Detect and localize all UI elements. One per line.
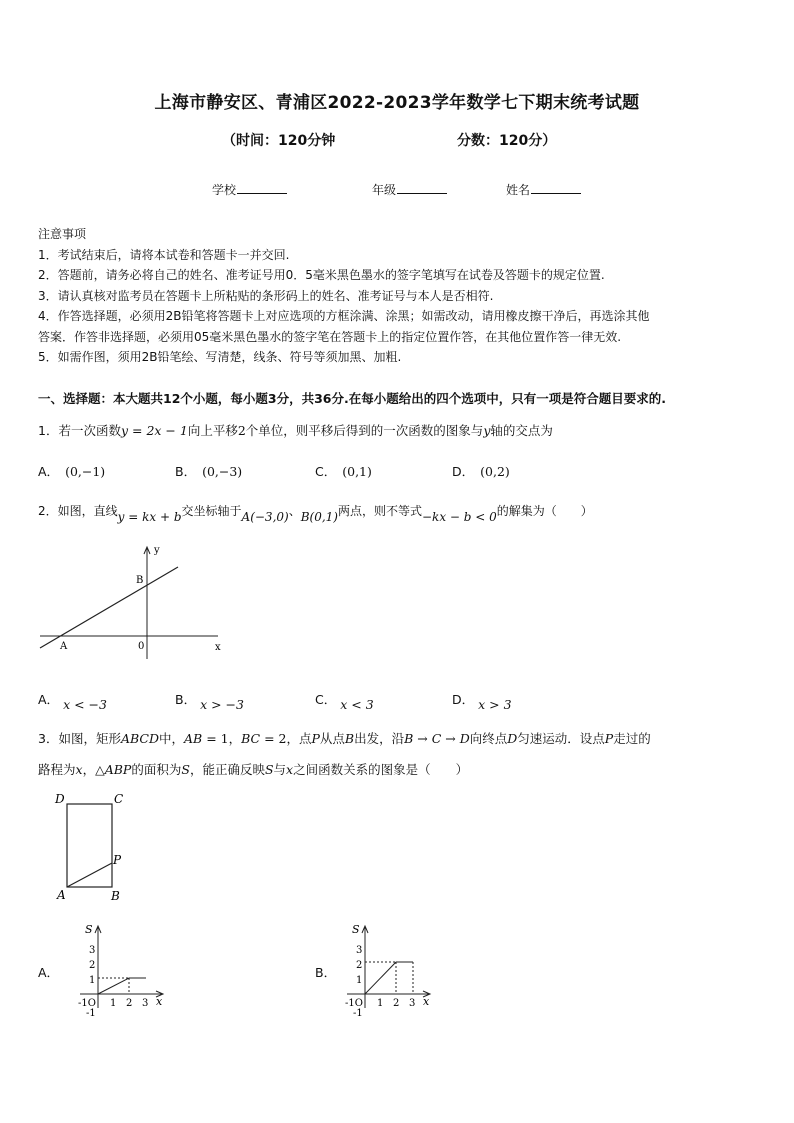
q3-text: 的面积为 [131,762,182,777]
option-value: x > 3 [478,697,512,712]
q3-math: S [181,762,190,777]
q1-option-c[interactable] [315,462,372,480]
note-item: 5．如需作图，须用2B铅笔绘、写清楚，线条、符号等须加黑、加粗. [38,350,402,364]
school-field [212,181,287,198]
origin-label: -1O [345,998,363,1009]
q3-text: 从点 [319,731,345,746]
option-label: C． [315,692,337,707]
q3-text: 之间函数关系的图象是（ ） [293,762,469,777]
q2-option-c[interactable] [315,690,374,712]
point-a-label: A [60,641,68,652]
q3-option-b-graph [337,918,437,1020]
option-label: D． [452,692,475,707]
x-label: x [215,642,221,653]
q3-text: ，能正确反映 [189,762,265,777]
q3-text: 与 [273,762,287,777]
note-item: 3．请认真核对监考员在答题卡上所粘贴的条形码上的姓名、准考证号与本人是否相符. [38,288,494,303]
question-3-line-1 [38,729,651,747]
q2-text: 的解集为（ ） [496,504,593,518]
q3-text: 路程为 [38,762,76,777]
tick-label: 1 [89,975,96,986]
q1-text: 1．若一次函数 [38,423,121,438]
q3-math: BC [241,731,261,746]
question-2 [38,502,593,524]
school-blank [237,181,287,194]
q3-rectangle-figure [50,790,140,905]
q2-inequality: −kx − b < 0 [422,510,497,524]
q3-math: P [311,731,320,746]
vertex-c-label: C [114,792,124,806]
section-heading: 一、选择题：本大题共12个小题，每小题3分，共36分.在每小题给出的四个选项中，只有一项是符合题目要求的. [38,391,666,406]
y-label: y [154,545,160,556]
origin-label: 0 [138,641,145,652]
x-label: x [156,995,163,1008]
q1-text: 向上平移 [187,423,238,438]
q3-option-a-graph [70,918,170,1020]
q3-math: △ABP [95,762,132,777]
tick-label: 3 [409,998,416,1009]
point-b-label: B [136,575,144,586]
grade-label: 年级 [372,183,397,197]
q3-math: = 1， [202,731,242,746]
grade-blank [397,181,447,194]
q1-text: 轴的交点为 [490,423,553,438]
q3-math: x [286,762,294,777]
note-item: 答案．作答非选择题，必须用05毫米黑色墨水的签字笔在答题卡上的指定位置作答，在其他位置作答一律无效. [38,329,622,344]
q2-text: 2．如图，直线 [38,504,118,518]
q2-option-a[interactable] [38,690,107,712]
option-value: (0,2) [480,464,510,479]
question-3-line-2 [38,760,468,778]
origin-label: -1O [78,998,96,1009]
q2-point-a: A(−3,0) [241,510,289,524]
option-label: D． [452,464,475,479]
segment-ap [67,863,112,887]
q2-point-b: B(0,1) [300,510,338,524]
q3-math: D [507,731,518,746]
q3-math: ABCD [120,731,159,746]
option-label: B． [175,464,197,479]
q3-math: B [344,731,355,746]
tick-label: 3 [89,945,96,956]
q1-number: 2 [237,423,246,438]
q3-option-a[interactable]: A． [38,965,60,980]
tick-label: 1 [377,998,384,1009]
q3-math: = 2，点 [260,731,312,746]
q3-option-b[interactable]: B． [315,965,337,980]
q1-option-d[interactable] [452,462,510,480]
q1-option-a[interactable] [38,462,105,480]
name-label: 姓名 [506,183,531,197]
q3-text: 向终点 [469,731,508,746]
option-label: C． [315,464,337,479]
q1-function: y = 2x − 1 [120,423,188,438]
tick-label: 1 [110,998,117,1009]
tick-label: -1 [353,1008,363,1019]
option-label: A． [38,464,60,479]
q3-text: 中， [159,731,185,746]
exam-time: （时间：120分钟 [222,133,336,149]
q3-math: AB [184,731,203,746]
vertex-b-label: B [111,889,120,903]
q3-math: B → C → D [404,731,470,746]
q3-text: ， [82,762,96,777]
point-p-label: P [113,853,122,867]
note-item: 2．答题前，请务必将自己的姓名、准考证号用0．5毫米黑色墨水的签字笔填写在试卷及答题卡的规定位置. [38,268,605,282]
option-value: (0,−3) [202,464,243,479]
q2-graph [36,542,236,662]
exam-score: 分数：120分） [457,133,557,149]
q2-text: 两点，则不等式 [337,504,422,518]
s-label: S [85,923,93,936]
q3-text: 走过的 [613,731,651,746]
tick-label: 3 [142,998,149,1009]
graph-segment-rise [365,962,396,994]
q3-text: 匀速运动．设点 [517,731,605,746]
grade-field [372,181,447,198]
x-label: x [423,995,430,1008]
option-value: (0,1) [342,464,372,479]
option-label: B． [175,692,197,707]
tick-label: 2 [393,998,400,1009]
option-value: x < −3 [63,697,107,712]
school-label: 学校 [212,183,237,197]
notes-section [38,224,650,368]
tick-label: 2 [89,960,96,971]
q1-option-b[interactable] [175,462,242,480]
q3-math: x [75,762,83,777]
note-item: 1．考试结束后，请将本试卷和答题卡一并交回. [38,247,290,262]
tick-label: 3 [356,945,363,956]
tick-label: 1 [356,975,363,986]
page-title: 上海市静安区、青浦区2022-2023学年数学七下期末统考试题 [154,93,640,113]
q2-option-d[interactable] [452,690,512,712]
option-value: x > −3 [200,697,244,712]
s-label: S [352,923,360,936]
q2-text: 、 [288,504,301,518]
vertex-a-label: A [57,888,66,902]
vertex-d-label: D [55,792,65,806]
name-field [506,181,581,198]
option-value: (0,−1) [65,464,106,479]
q3-math: S [264,762,274,777]
notes-heading: 注意事项 [38,227,87,241]
q2-option-b[interactable] [175,690,244,712]
option-value: x < 3 [340,697,374,712]
option-label: A． [38,692,60,707]
q3-text: 出发，沿 [354,731,405,746]
q2-line-eq: y = kx + b [117,510,182,524]
q2-text: 交坐标轴于 [181,504,242,518]
tick-label: 2 [356,960,363,971]
q1-axis: y [483,423,491,438]
graph-segment-rise [98,978,129,994]
q3-math: P [604,731,614,746]
name-blank [531,181,581,194]
tick-label: -1 [86,1008,96,1019]
q1-text: 个单位，则平移后得到的一次函数的图象与 [245,423,484,438]
q3-text: 3．如图，矩形 [38,731,121,746]
note-item: 4．作答选择题，必须用2B铅笔将答题卡上对应选项的方框涂满、涂黑；如需改动，请用橡皮擦干净后，再选涂其他 [38,309,650,323]
question-1 [38,421,553,439]
tick-label: 2 [126,998,133,1009]
